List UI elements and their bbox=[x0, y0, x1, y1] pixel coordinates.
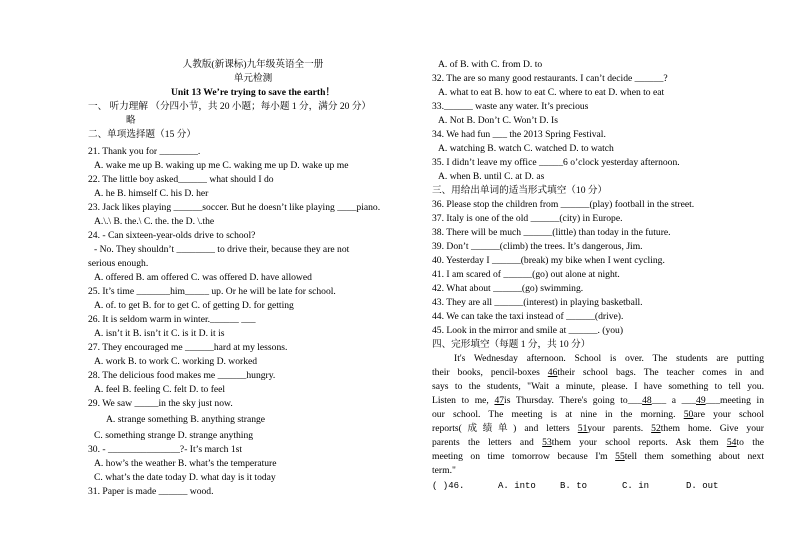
right-line: 40. Yesterday I ______(break) my bike when I went cycling. bbox=[432, 255, 665, 266]
right-line: 33.______ waste any water. It’s precious bbox=[432, 101, 589, 112]
q46-option-d: D. out bbox=[686, 481, 719, 491]
left-line: A. feel B. feeling C. felt D. to feel bbox=[94, 384, 226, 395]
left-line: A. strange something B. anything strange bbox=[106, 414, 266, 425]
blank-number: 49 bbox=[696, 395, 706, 406]
right-line: A. when B. until C. at D. as bbox=[438, 171, 545, 182]
left-line: 22. The little boy asked______ what should I do bbox=[88, 174, 274, 185]
passage-text: them home. Give your bbox=[660, 423, 764, 434]
left-line: A. work B. to work C. working D. worked bbox=[94, 356, 258, 367]
right-line: 44. We can take the taxi instead of ______(drive). bbox=[432, 311, 624, 322]
right-line: 32. The are so many good restaurants. I can’t decide ______? bbox=[432, 73, 668, 84]
right-line: 42. What about ______(go) swimming. bbox=[432, 283, 584, 294]
blank-number: 54 bbox=[726, 437, 737, 448]
passage-text: tell them something about next bbox=[624, 451, 764, 462]
left-line: C. what’s the date today D. what day is it today bbox=[94, 472, 276, 483]
q46-option-a: A. into bbox=[498, 481, 536, 491]
passage-line bbox=[432, 394, 764, 408]
left-line: 30. - _______________?- It’s march 1st bbox=[88, 444, 243, 455]
left-line: 25. It’s time _______him_____ up. Or he will be late for school. bbox=[88, 286, 336, 297]
passage-text: your parents. bbox=[587, 423, 652, 434]
left-line: 单元检测 bbox=[233, 73, 273, 84]
left-line: 一、 听力理解 （分四小节，共 20 小题；每小题 1 分，满分 20 分） bbox=[88, 101, 372, 112]
blank-number: 52 bbox=[651, 423, 661, 434]
left-line: A. wake me up B. waking up me C. waking me up D. wake up me bbox=[94, 160, 349, 171]
blank-number: 46 bbox=[547, 367, 558, 378]
left-line: 28. The delicious food makes me ______hungry. bbox=[88, 370, 276, 381]
right-line: A. Not B. Don’t C. Won’t D. Is bbox=[438, 115, 558, 126]
passage-text: term." bbox=[432, 465, 456, 476]
q46-option-c: C. in bbox=[622, 481, 650, 491]
right-line: 35. I didn’t leave my office _____6 o’clock yesterday afternoon. bbox=[432, 157, 680, 168]
left-line: A.\.\ B. the.\ C. the. the D. \.the bbox=[94, 216, 215, 227]
blank-number: 47 bbox=[494, 395, 505, 406]
blank-number: 50 bbox=[683, 409, 694, 420]
left-line: 29. We saw _____in the sky just now. bbox=[88, 398, 233, 409]
left-line: 略 bbox=[126, 115, 136, 126]
q46-prefix: ( )46. bbox=[432, 481, 465, 491]
passage-text: parents the letters and bbox=[432, 437, 543, 448]
blank-number: 51 bbox=[577, 423, 588, 434]
left-line: 二、单项选择题（15 分） bbox=[88, 129, 196, 140]
right-line: 三、用给出单词的适当形式填空（10 分） bbox=[432, 185, 608, 196]
left-line: C. something strange D. strange anything bbox=[94, 430, 254, 441]
right-line: A. of B. with C. from D. to bbox=[438, 59, 543, 70]
passage-text: to the bbox=[736, 437, 765, 448]
right-line: 43. They are all ______(interest) in playing basketball. bbox=[432, 297, 643, 308]
left-line: 27. They encouraged me ______hard at my lessons. bbox=[88, 342, 288, 353]
question-46 bbox=[432, 480, 764, 494]
passage-text: are your school bbox=[693, 409, 764, 420]
passage-text: Listen to me, bbox=[432, 395, 495, 406]
passage-line bbox=[432, 366, 764, 380]
right-line: 36. Please stop the children from ______(play) football in the street. bbox=[432, 199, 695, 210]
passage-line bbox=[432, 422, 764, 436]
left-line: 26. It is seldom warm in winter.______ ___ bbox=[88, 314, 256, 325]
passage-text: It's Wednesday afternoon. School is over. The students are putting bbox=[454, 353, 764, 364]
right-line: 45. Look in the mirror and smile at ______. (you) bbox=[432, 325, 624, 336]
left-line: A. offered B. am offered C. was offered D. have allowed bbox=[94, 272, 312, 283]
passage-text: is Thursday. There's going to___ bbox=[504, 395, 643, 406]
passage-text: reports(成绩单) and letters bbox=[432, 423, 578, 434]
left-line: 23. Jack likes playing ______soccer. But he doesn’t like playing ____piano. bbox=[88, 202, 381, 213]
right-line: A. what to eat B. how to eat C. where to eat D. when to eat bbox=[438, 87, 665, 98]
passage-line bbox=[432, 450, 764, 464]
left-line: A. how’s the weather B. what’s the temperature bbox=[94, 458, 277, 469]
left-line: - No. They shouldn’t ________ to drive their, because they are not bbox=[94, 244, 350, 255]
passage-text: meeting on time tomorrow because I'm bbox=[432, 451, 616, 462]
left-line: A. isn’t it B. isn’t it C. is it D. it is bbox=[94, 328, 225, 339]
right-line: 41. I am scared of ______(go) out alone at night. bbox=[432, 269, 620, 280]
left-line: 24. - Can sixteen-year-olds drive to school? bbox=[88, 230, 256, 241]
passage-text: our school. The meeting is at nine in the morning. bbox=[432, 409, 684, 420]
passage-line bbox=[432, 380, 764, 394]
blank-number: 48 bbox=[642, 395, 652, 406]
passage-text: them your school reports. Ask them bbox=[551, 437, 727, 448]
right-line: 34. We had fun ___ the 2013 Spring Festival. bbox=[432, 129, 606, 140]
right-line: 39. Don’t ______(climb) the trees. It’s dangerous, Jim. bbox=[432, 241, 643, 252]
passage-text: ___ a ___ bbox=[651, 395, 697, 406]
right-line: 38. There will be much ______(little) than today in the future. bbox=[432, 227, 671, 238]
blank-number: 55 bbox=[615, 451, 625, 462]
left-line: 21. Thank you for ________. bbox=[88, 146, 201, 157]
passage-text: says to the students, "Wait a minute, please. I have something to tell you. bbox=[432, 381, 764, 392]
passage-text: their school bags. The teacher comes in and bbox=[557, 367, 764, 378]
right-line: 四、完形填空（每题 1 分，共 10 分） bbox=[432, 339, 591, 350]
left-line: A. he B. himself C. his D. her bbox=[94, 188, 209, 199]
right-line: 37. Italy is one of the old ______(city) in Europe. bbox=[432, 213, 623, 224]
passage-text: their books, pencil-boxes bbox=[432, 367, 548, 378]
left-line: A. of. to get B. for to get C. of getting D. for getting bbox=[94, 300, 294, 311]
passage-text: ___meeting in bbox=[705, 395, 764, 406]
left-line: 31. Paper is made ______ wood. bbox=[88, 486, 214, 497]
passage-line bbox=[432, 408, 764, 422]
passage-line bbox=[454, 352, 764, 366]
passage-line bbox=[432, 464, 764, 478]
left-line: 人教版(新课标)九年级英语全一册 bbox=[182, 59, 324, 70]
passage-line bbox=[432, 436, 764, 450]
right-line: A. watching B. watch C. watched D. to watch bbox=[438, 143, 614, 154]
left-line: Unit 13 We’re trying to save the earth！ bbox=[170, 87, 336, 98]
q46-option-b: B. to bbox=[560, 481, 588, 491]
blank-number: 53 bbox=[542, 437, 552, 448]
left-line: serious enough. bbox=[88, 258, 149, 269]
